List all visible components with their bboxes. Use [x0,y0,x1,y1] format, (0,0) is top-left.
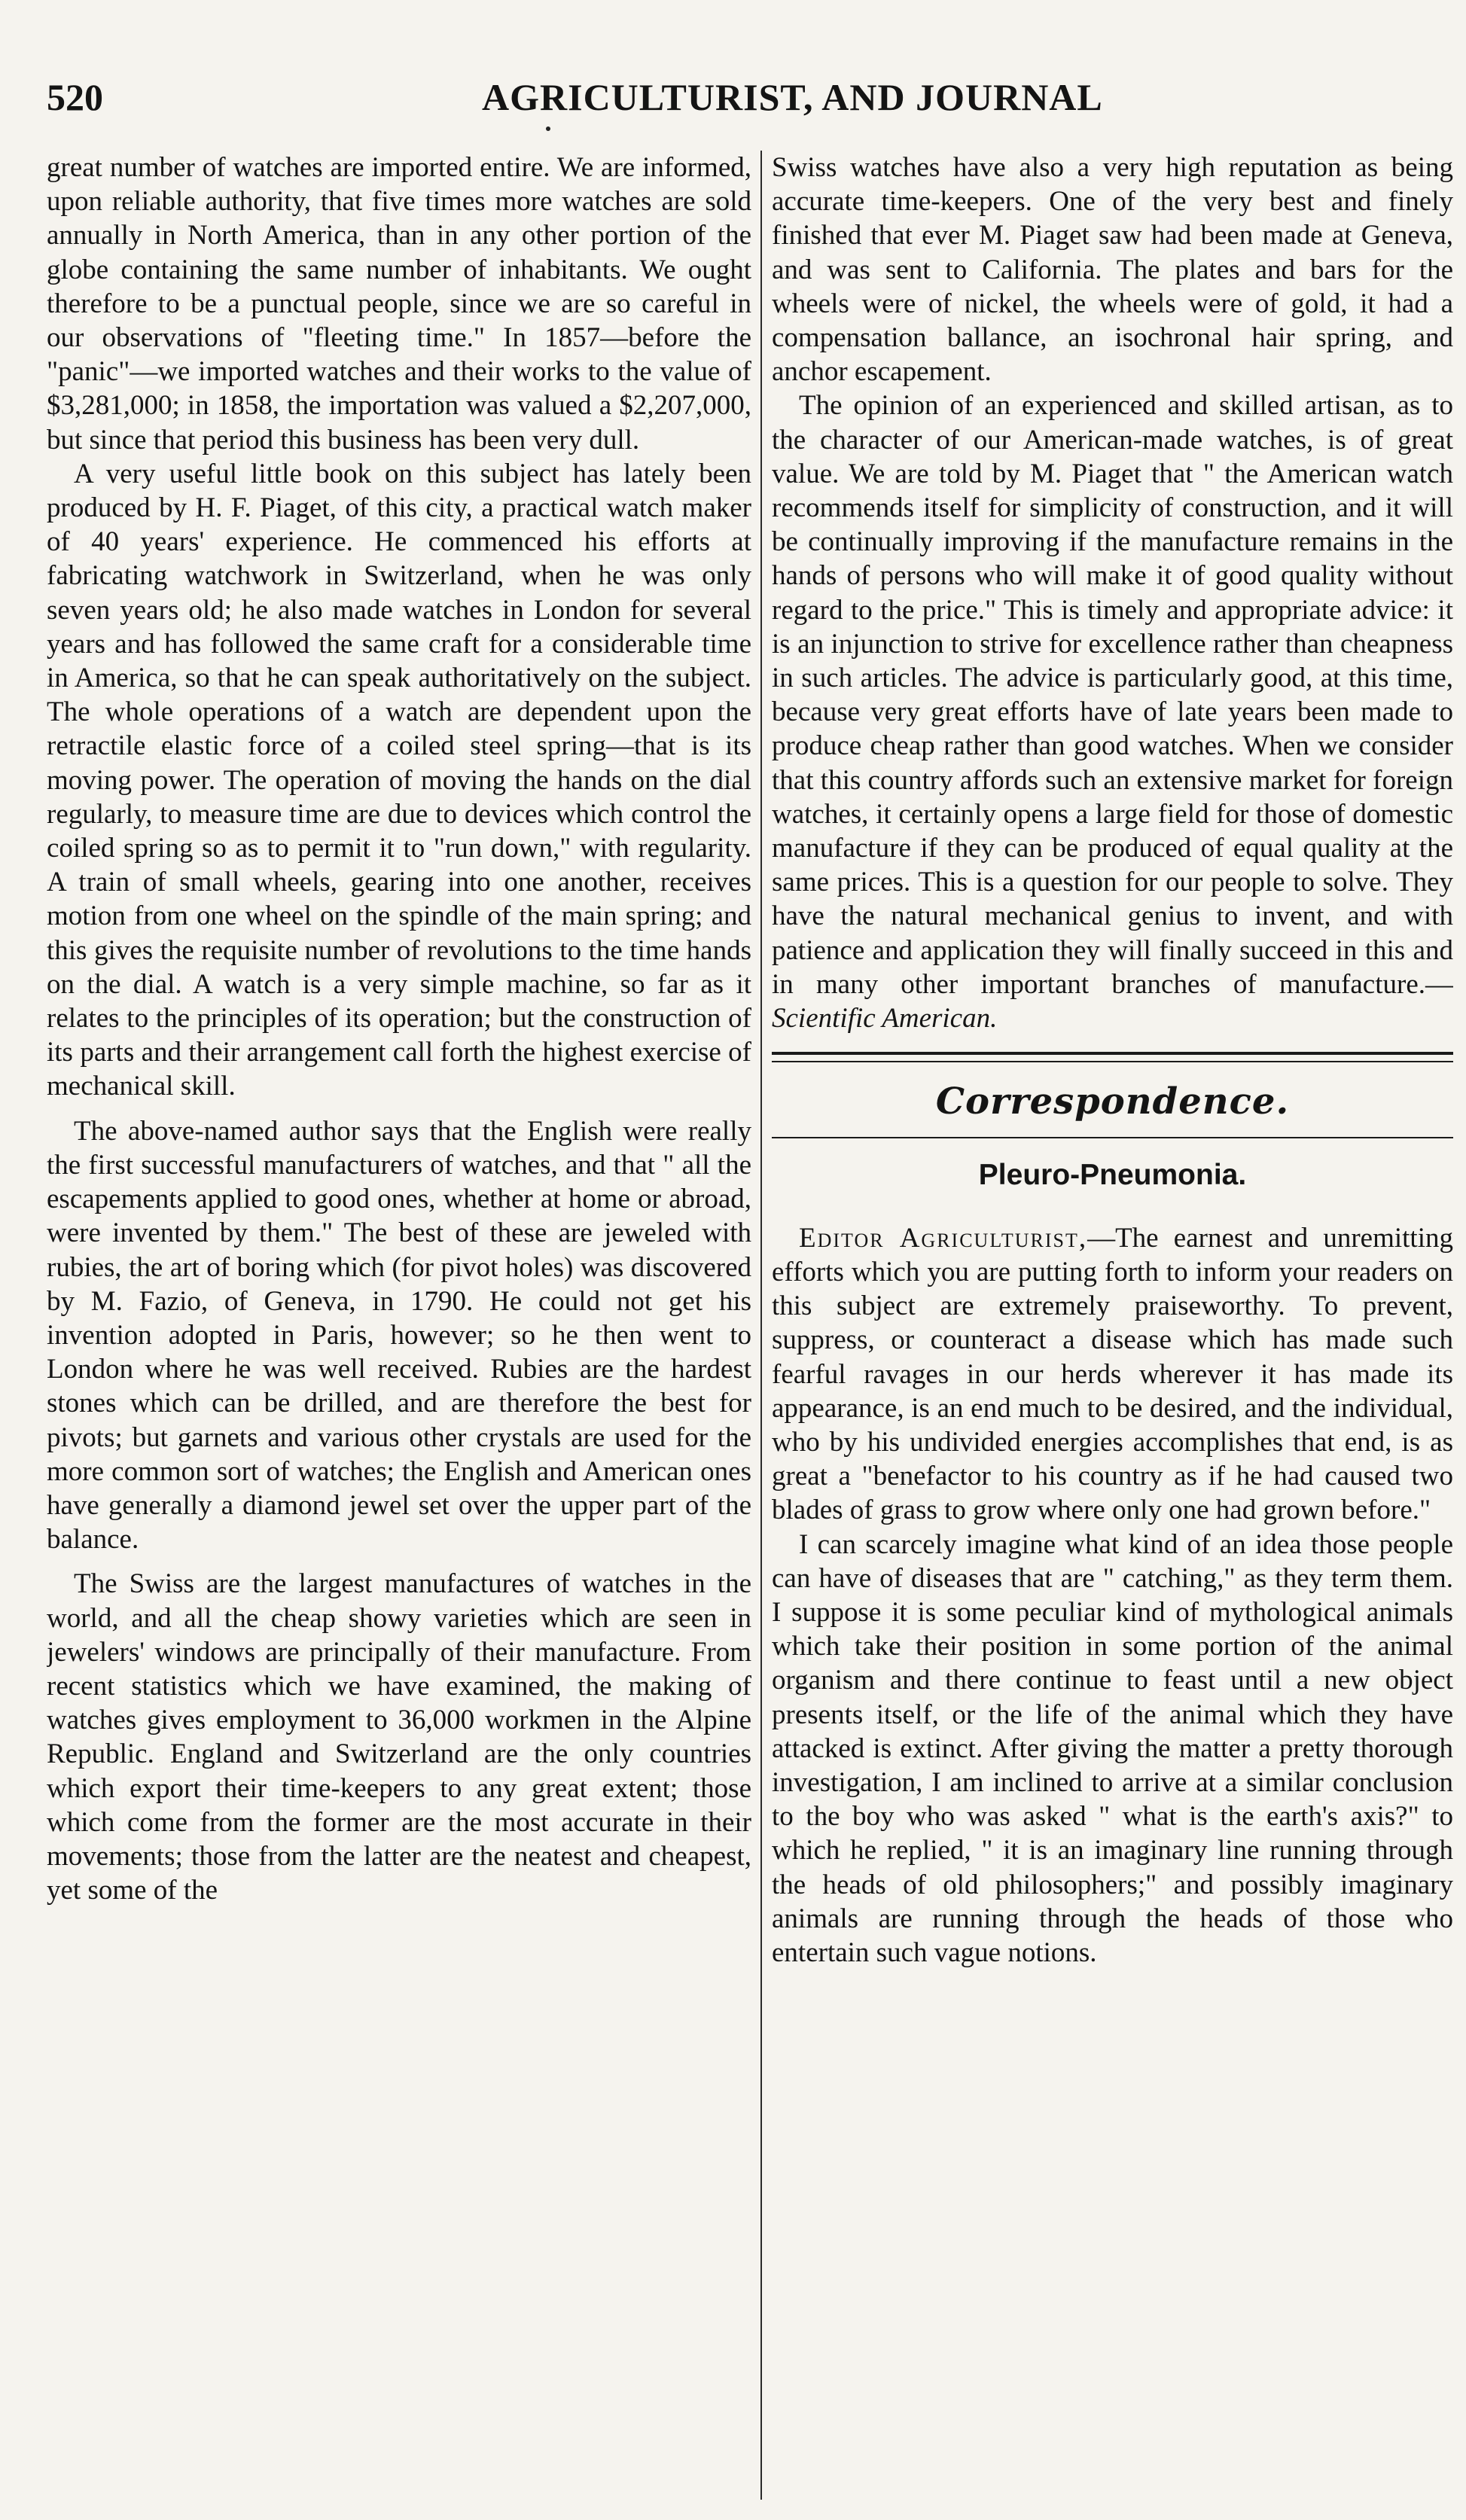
article-paragraph: Swiss watches have also a very high reputation as being accurate time-keepers. One of the very best and finely finished that ever M. Piaget saw had been made at Geneva, and was sent to California. The plates and bars for the wheels were of nickel, the wheels were of gold, it had a compensation ballance, an isochronal hair spring, and anchor escapement. [772,152,1453,388]
salutation: Editor Agriculturist, [799,1222,1088,1254]
article-paragraph [772,389,1453,1035]
running-head: AGRICULTURIST, AND JOURNAL [482,76,1103,118]
right-column [772,151,1453,2500]
article-paragraph-text: The opinion of an experienced and skilled artisan, as to the character of our American-made watches, is of great value. We are told by M. Piaget that " the American watch recommends itself for simplicity of construction, and it will be continually improving if the manufacture remains in the hands of persons who will make it of good quality without regard to the price." This is timely and appropriate advice: it is an injunction to strive for excellence rather than cheapness in such articles. The advice is particularly good, at this time, because very great efforts have of late years been made to produce cheap rather than good watches. When we consider that this country affords such an extensive market for foreign watches, it certainly opens a large field for those of domestic manufacture if they can be produced of equal quality at the same prices. This is a question for our people to solve. They have the natural mechanical genius to invent, and with patience and application they will finally succeed in this and in many other important branches of manufacture.— [772,390,1453,1000]
letter-paragraph [772,1221,1453,1528]
title-rule [772,1137,1453,1138]
letter-paragraph: I can scarcely imagine what kind of an idea those people can have of diseases that are " catching," as they term them. I suppose it is some peculiar kind of mythological animals which take their position in some portion of the animal organism and there continue to feast until a new object presents itself, or the life of the animal which they have attacked is extinct. After giving the matter a pretty thorough investigation, I am inclined to arrive at a similar conclusion to the boy who was asked " what is the earth's axis?" to which he replied, " it is an imaginary line running through the heads of old philosophers;" and possibly imaginary animals are running through the heads of those who entertain such vague notions. [772,1528,1453,1968]
page-number: 520 [47,76,103,118]
letter-text: —The earnest and unremitting efforts which you are putting forth to inform your readers on this subject are extremely praiseworthy. To prevent, suppress, or counteract a disease which has made such fearful ravages in our herds wherever it has made its appearance, is an end much to be desired, and the individual, who by his undivided energies accomplishes that end, is as great a "benefactor to his country as if he had caused two blades of grass to grow where only one had grown before." [772,1222,1453,1526]
article-source: Scientific American. [772,1003,998,1035]
page-header [0,75,1466,128]
article-paragraph: The above-named author says that the English were really the first successful manufacturers of watches, and that " all the escapements applied to good ones, whether at home or abroad, were invented by them." The best of these are jeweled with rubies, the art of boring which (for pivot holes) was discovered by M. Fazio, of Geneva, in 1790. He could not get his invention adopted in Paris, however; so he then went to London where he was well received. Rubies are the hardest stones which can be drilled, and are therefore the best for pivots; but garnets and various other crystals are used for the more common sort of watches; the English and American ones have generally a diamond jewel set over the upper part of the balance. [47,1115,751,1556]
section-heading: Correspondence. [935,1080,1290,1123]
ornament-dot [546,126,550,131]
left-column [47,151,751,2500]
article-paragraph: great number of watches are imported entire. We are informed, upon reliable authority, that five times more watches are sold annually in North America, than in any other portion of the globe containing the same number of inhabitants. We ought therefore to be a punctual people, since we are so careful in our observations of "fleeting time." In 1857—before the "panic"—we imported watches and their works to the value of $3,281,000; in 1858, the importation was valued a $2,207,000, but since that period this business has been very dull. [47,152,751,456]
article-paragraph: The Swiss are the largest manufactures of watches in the world, and all the cheap showy varieties which are seen in jewelers' windows are principally of their manufacture. From recent statistics which we have examined, the making of watches gives employment to 36,000 workmen in the Alpine Republic. England and Switzerland are the only countries which export their time-keepers to any great extent; those which come from the former are the most accurate in their movements; those from the latter are the neatest and cheapest, yet some of the [47,1568,751,1906]
article-title: Pleuro-Pneumonia. [978,1159,1247,1192]
column-divider [760,151,762,2500]
section-rule [772,1052,1453,1062]
article-paragraph: A very useful little book on this subject has lately been produced by H. F. Piaget, of this city, a practical watch maker of 40 years' experience. He commenced his efforts at fabricating watchwork in Switzerland, when he was only seven years old; he also made watches in London for several years and has followed the same craft for a considerable time in America, so that he can speak authoritatively on the subject. The whole operations of a watch are dependent upon the retractile elastic force of a coiled steel spring—that is its moving power. The operation of moving the hands on the dial regularly, to measure time are due to devices which control the coiled spring so as to permit it to "run down," with regularity. A train of small wheels, gearing into one another, receives motion from one wheel on the spindle of the main spring; and this gives the requisite number of revolutions to the time hands on the dial. A watch is a very simple machine, so far as it relates to the principles of its operation; but the construction of its parts and their arrangement call forth the highest exercise of mechanical skill. [47,458,751,1102]
